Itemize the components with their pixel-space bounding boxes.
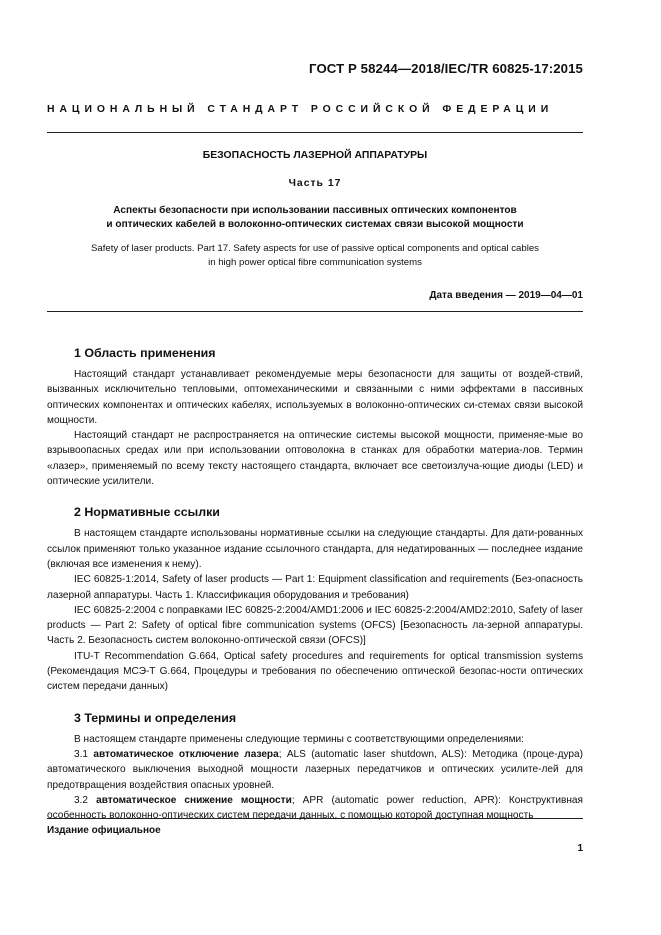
introduction-date: Дата введения — 2019—04—01 [429, 290, 583, 301]
document-body [47, 345, 583, 838]
term-name: автоматическое снижение мощности [96, 794, 292, 806]
reference-entry: ITU-T Recommendation G.664, Optical safety procedures and requirements for optical transmission systems (Рекомендация МСЭ-Т G.664, Процедуры и требования по обеспечению оптической безопас-ности оптических систем передачи данных) [47, 650, 583, 693]
section-terms [47, 710, 583, 824]
english-subtitle-line-1: Safety of laser products. Part 17. Safety aspects for use of passive optical components and optical cables [91, 243, 539, 254]
term-number: 3.2 [74, 794, 97, 806]
section-heading: 3 Термины и определения [74, 710, 237, 725]
paragraph: Настоящий стандарт устанавливает рекомендуемые меры безопасности для защиты от воздей-ствий, вызванных исключительно тепловыми, оптомеханическими и связанными с ними эффектами в пассивных оптических компонентах и оптических кабелях, используемых в волоконно-оптических си-стемах связи высокой мощности. [47, 369, 583, 426]
national-standard-heading: НАЦИОНАЛЬНЫЙ СТАНДАРТ РОССИЙСКОЙ ФЕДЕРАЦИИ [47, 104, 554, 115]
official-edition-label: Издание официальное [47, 825, 161, 836]
paragraph: В настоящем стандарте использованы нормативные ссылки на следующие стандарты. Для дати-рованных ссылок применяют только указанное издание ссылочного стандарта, для недатированных — последнее издание (включая все изменения к нему). [47, 528, 583, 570]
page-number: 1 [577, 843, 583, 854]
english-subtitle [47, 242, 583, 269]
english-subtitle-line-2: in high power optical fibre communication systems [208, 256, 422, 268]
standard-title: БЕЗОПАСНОСТЬ ЛАЗЕРНОЙ АППАРАТУРЫ [202, 150, 428, 161]
section-normative-references [47, 504, 583, 694]
reference-entry: IEC 60825-1:2014, Safety of laser products — Part 1: Equipment classification and requirements (Без-опасность лазерной аппаратуры. Часть 1. Классификация оборудования и требования) [47, 574, 583, 601]
term-number: 3.1 [74, 748, 94, 760]
term-definition [47, 747, 583, 793]
reference-entry: IEC 60825-2:2004 с поправками IEC 60825-2:2004/AMD1:2006 и IEC 60825-2:2004/AMD2:2010, Safety of laser products — Part 2: Safety of optical fibre communication systems (OFCS) [Безопасность ла-зерной аппаратуры. Часть 2. Безопасность систем волоконно-оптической связи (OFCS)] [47, 604, 583, 647]
russian-subtitle-line-1: Аспекты безопасности при использовании пассивных оптических компонентов [113, 205, 517, 216]
term-text: ; ALS (automatic laser shutdown, ALS): Методика (проце-дура) автоматического выключения выходной мощности лазерных передатчиков и оптических усилите-лей для предотвращения воздействия опасных уровней. [47, 748, 583, 791]
date-divider [47, 311, 583, 312]
document-number: ГОСТ Р 58244—2018/IEC/TR 60825-17:2015 [309, 61, 583, 76]
russian-subtitle-line-2: и оптических кабелей в волоконно-оптических системах связи высокой мощности [106, 218, 524, 230]
paragraph: В настоящем стандарте применены следующие термины с соответствующими определениями: [74, 733, 524, 745]
section-scope [47, 345, 583, 489]
footer-divider [47, 818, 583, 819]
section-heading: 2 Нормативные ссылки [74, 505, 220, 520]
paragraph: Настоящий стандарт не распространяется на оптические системы высокой мощности, применяе-мые во взрывоопасных средах или при использовании оптоволокна в станках для обработки материа-лов. Термин «лазер», применяемый по всему тексту настоящего стандарта, включает все светоизлуча-ющие диоды (LED) и оптические усилители. [47, 430, 583, 488]
header-divider [47, 132, 583, 133]
section-heading: 1 Область применения [74, 346, 216, 360]
term-name: автоматическое отключение лазера [93, 748, 279, 760]
russian-subtitle [47, 204, 583, 231]
term-text: ; APR (automatic power reduction, APR): Конструктивная особенность волоконно-оптических систем передачи данных, с помощью которой доступная мощность [47, 794, 583, 822]
part-label: Часть 17 [288, 178, 342, 189]
